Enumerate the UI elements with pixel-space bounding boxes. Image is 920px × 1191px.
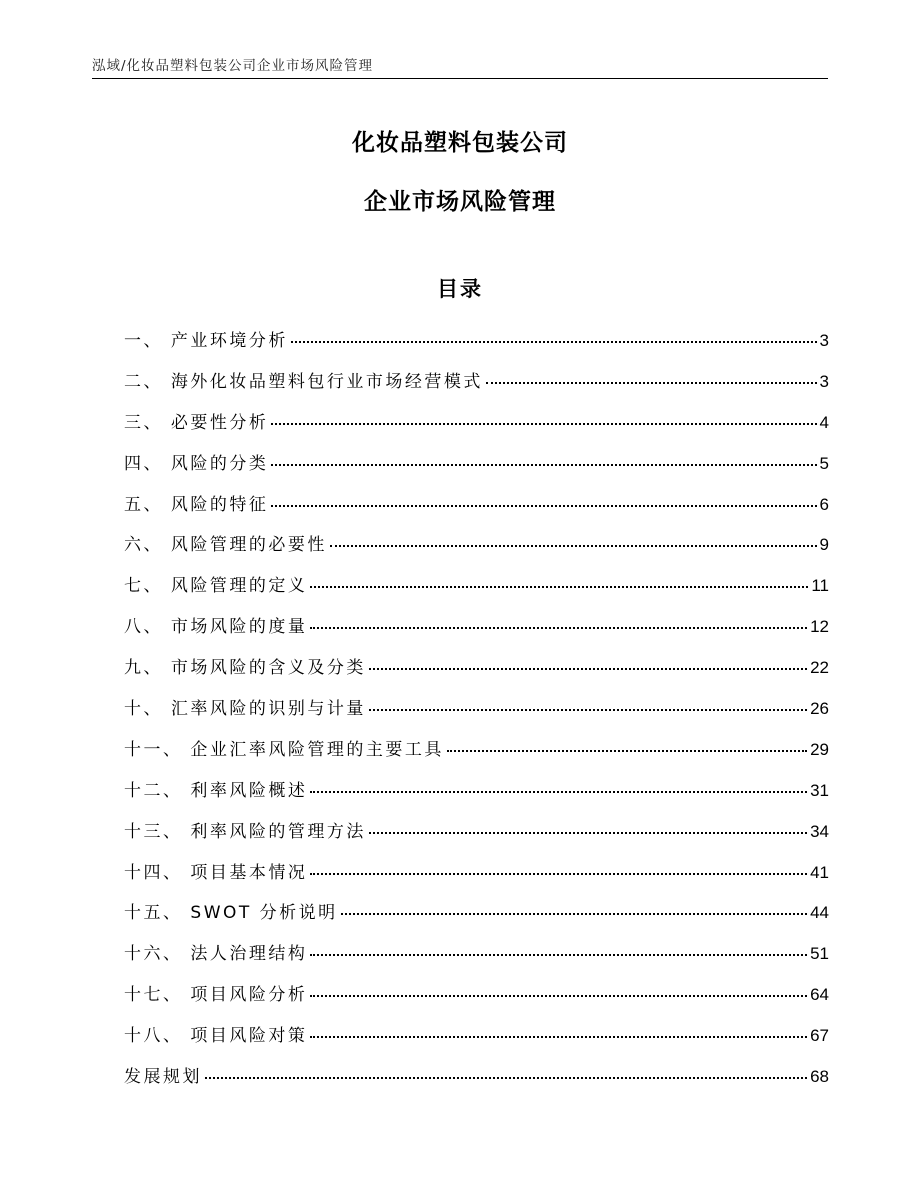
- toc-entry[interactable]: [124, 530, 829, 571]
- toc-entry-page-number: 9: [819, 535, 829, 555]
- toc-entry-page-number: 29: [810, 739, 829, 759]
- toc-entry-title: 十六、 法人治理结构: [124, 944, 308, 965]
- toc-dot-leader: [369, 832, 807, 834]
- toc-entry-page-number: 64: [810, 985, 829, 1005]
- toc-entry[interactable]: [124, 1062, 829, 1103]
- toc-entry[interactable]: [124, 367, 829, 408]
- toc-entry-page-number: 11: [811, 576, 829, 596]
- toc-entry[interactable]: [124, 449, 829, 490]
- toc-entry-title: 四、 风险的分类: [124, 453, 269, 474]
- toc-entry-page-number: 34: [810, 821, 829, 841]
- toc-entry-title: 五、 风险的特征: [124, 494, 269, 515]
- toc-entry-title: 十一、 企业汇率风险管理的主要工具: [124, 739, 444, 760]
- toc-entry-title: 十三、 利率风险的管理方法: [124, 821, 366, 842]
- toc-dot-leader: [271, 423, 816, 425]
- toc-entry[interactable]: [124, 571, 829, 612]
- toc-dot-leader: [369, 709, 807, 711]
- toc-entry-title: 一、 产业环境分析: [124, 331, 288, 351]
- toc-entry[interactable]: [124, 1021, 829, 1062]
- toc-dot-leader: [291, 341, 817, 343]
- toc-entry-title: 十五、 SWOT 分析说明: [124, 903, 338, 924]
- toc-entry[interactable]: [124, 490, 829, 531]
- toc-dot-leader: [310, 1036, 807, 1038]
- toc-entry-page-number: 12: [810, 617, 829, 637]
- toc-entry-title: 八、 市场风险的度量: [124, 617, 308, 638]
- toc-dot-leader: [330, 545, 817, 547]
- toc-entry-page-number: 31: [810, 780, 829, 800]
- toc-entry[interactable]: [124, 408, 829, 449]
- toc-entry-page-number: 68: [810, 1067, 829, 1087]
- toc-entry-title: 十七、 项目风险分析: [124, 985, 308, 1006]
- toc-entry-title: 二、 海外化妆品塑料包行业市场经营模式: [124, 371, 483, 392]
- toc-entry-title: 十、 汇率风险的识别与计量: [124, 699, 366, 720]
- page-header: [92, 52, 828, 79]
- toc-dot-leader: [341, 913, 807, 915]
- toc-dot-leader: [369, 668, 807, 670]
- toc-entry[interactable]: [124, 980, 829, 1021]
- toc-entry-title: 六、 风险管理的必要性: [124, 535, 327, 556]
- document-title-line-2: 企业市场风险管理: [364, 189, 556, 215]
- toc-entry-page-number: 3: [819, 331, 829, 350]
- toc-entry[interactable]: [124, 612, 829, 653]
- toc-dot-leader: [310, 586, 808, 588]
- toc-dot-leader: [310, 995, 807, 997]
- toc-dot-leader: [310, 627, 807, 629]
- toc-entry[interactable]: [124, 939, 829, 980]
- toc-entry-title: 九、 市场风险的含义及分类: [124, 658, 366, 679]
- toc-heading: 目录: [437, 277, 483, 301]
- toc-entry-title: 十八、 项目风险对策: [124, 1026, 308, 1047]
- toc-entry-page-number: 44: [810, 903, 829, 923]
- document-title-line-1: 化妆品塑料包装公司: [352, 130, 568, 156]
- toc-entry[interactable]: [124, 898, 829, 939]
- table-of-contents: [124, 326, 829, 1103]
- toc-entry-page-number: 22: [810, 658, 829, 678]
- toc-entry-page-number: 41: [810, 862, 829, 882]
- toc-dot-leader: [271, 464, 816, 466]
- toc-entry[interactable]: [124, 326, 829, 367]
- toc-entry-title: 发展规划: [124, 1067, 202, 1088]
- toc-entry-page-number: 5: [819, 453, 829, 473]
- toc-entry[interactable]: [124, 653, 829, 694]
- toc-entry-page-number: 26: [810, 699, 829, 719]
- toc-entry-page-number: 6: [819, 494, 829, 514]
- toc-entry-title: 十二、 利率风险概述: [124, 780, 308, 801]
- toc-entry[interactable]: [124, 858, 829, 899]
- toc-entry-title: 七、 风险管理的定义: [124, 576, 308, 597]
- toc-dot-leader: [205, 1077, 807, 1079]
- toc-entry[interactable]: [124, 735, 829, 776]
- toc-dot-leader: [447, 750, 807, 752]
- toc-entry[interactable]: [124, 776, 829, 817]
- toc-dot-leader: [486, 382, 817, 384]
- toc-dot-leader: [310, 791, 807, 793]
- toc-dot-leader: [310, 873, 807, 875]
- toc-entry-title: 十四、 项目基本情况: [124, 862, 308, 883]
- toc-entry-title: 三、 必要性分析: [124, 412, 269, 433]
- toc-dot-leader: [271, 505, 816, 507]
- toc-dot-leader: [310, 954, 807, 956]
- toc-entry-page-number: 4: [819, 412, 829, 432]
- toc-entry-page-number: 3: [819, 371, 829, 391]
- header-text: 泓域/化妆品塑料包装公司企业市场风险管理: [92, 58, 374, 74]
- toc-entry-page-number: 67: [810, 1026, 829, 1046]
- toc-entry-page-number: 51: [810, 944, 829, 964]
- toc-entry[interactable]: [124, 817, 829, 858]
- toc-entry[interactable]: [124, 694, 829, 735]
